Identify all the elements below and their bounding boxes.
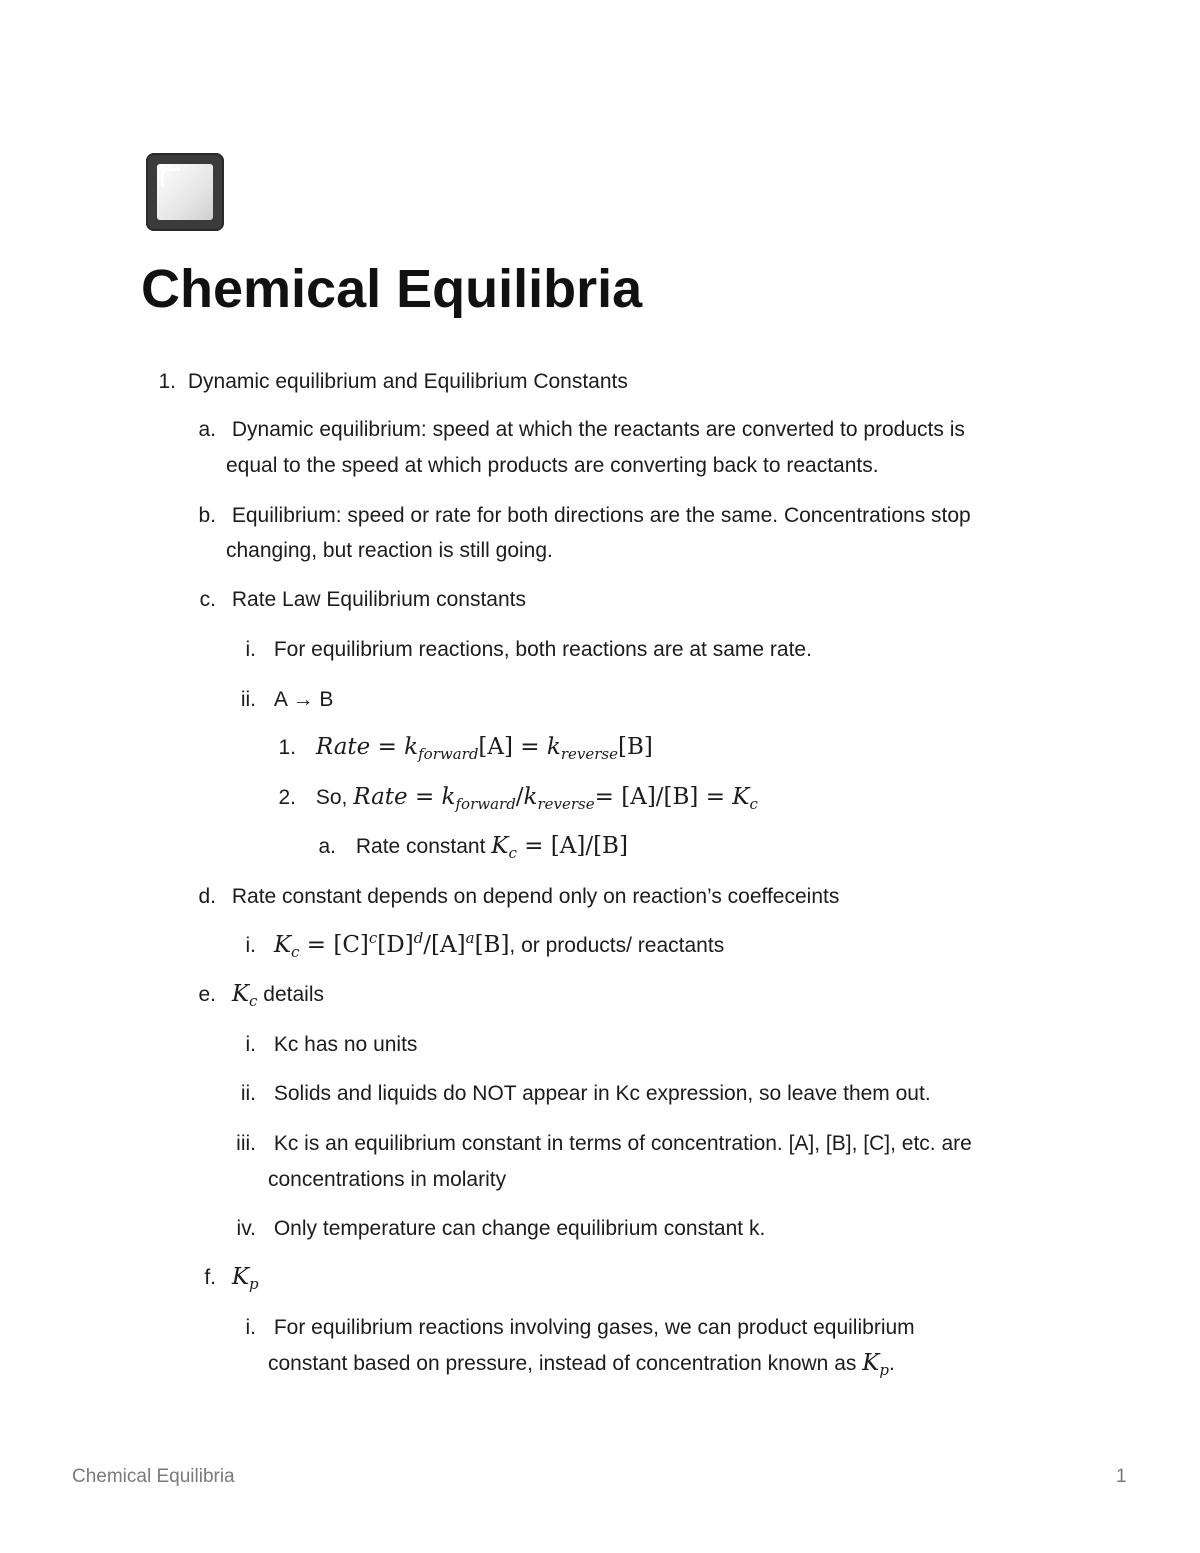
list-item-e-iv <box>226 1211 765 1246</box>
list-item-text: Kc is an equilibrium constant in terms of concentration. [A], [B], [C], etc. are <box>273 1132 972 1155</box>
list-item-text: Equilibrium: speed or rate for both directions are the same. Concentrations stop <box>231 504 971 527</box>
kc-equation: $K_c = [A]/[B]$ <box>491 833 628 862</box>
list-item-1 <box>150 364 628 399</box>
list-item-text: Kc has no units <box>273 1033 418 1056</box>
list-marker: e. <box>198 983 216 1006</box>
list-item-text: So, <box>315 786 348 809</box>
list-marker: 1. <box>278 736 296 759</box>
list-item-e <box>190 977 324 1012</box>
list-item-text: Rate constant depends on depend only on reaction’s coeffeceints <box>231 885 840 908</box>
list-item-f-i <box>226 1310 915 1345</box>
list-item-c-i <box>226 632 812 667</box>
list-item-c-ii-1 <box>270 730 653 765</box>
list-item-text: Dynamic equilibrium: speed at which the reactants are converted to products is <box>231 418 965 441</box>
list-marker: b. <box>198 504 216 527</box>
list-marker: d. <box>198 885 216 908</box>
footer-title: Chemical Equilibria <box>72 1466 235 1487</box>
list-item-d <box>190 879 839 914</box>
list-item-c-ii <box>226 682 333 717</box>
list-item-text: For equilibrium reactions, both reactions are at same rate. <box>273 638 812 661</box>
list-marker: i. <box>245 1316 256 1339</box>
list-marker: c. <box>199 588 216 611</box>
list-item-b <box>190 498 971 533</box>
list-marker: 2. <box>278 786 296 809</box>
list-item-c <box>190 582 526 617</box>
list-item-a-continuation: equal to the speed at which products are converting back to reactants. <box>226 454 879 477</box>
kp-symbol: $K_p$ <box>231 1264 259 1293</box>
rate-equation: Rate = $k_{forward}[A] = k_{reverse}[B]$ <box>315 734 653 763</box>
list-marker: f. <box>204 1266 216 1289</box>
equilibrium-constant-equation: Rate = $k_{forward}/k_{reverse}= [A]/[B] = K_c$ <box>353 784 758 813</box>
list-marker: ii. <box>240 1082 256 1105</box>
kc-general-equation: $K_c = [C]^c[D]^d/[A]^a[B]$ <box>273 929 510 961</box>
list-item-text: Dynamic equilibrium and Equilibrium Constants <box>187 370 628 393</box>
page-number: 1 <box>1116 1466 1127 1487</box>
list-item-b-continuation: changing, but reaction is still going. <box>226 539 553 562</box>
list-item-text: details <box>263 983 324 1006</box>
list-marker: i. <box>245 638 256 661</box>
list-item-text: , or products/ reactants <box>509 934 725 957</box>
list-marker: ii. <box>240 688 256 711</box>
list-item-c-ii-2 <box>270 780 758 815</box>
list-marker: a. <box>318 835 336 858</box>
list-item-f <box>190 1260 259 1295</box>
list-marker: iii. <box>236 1132 256 1155</box>
list-marker: i. <box>245 934 256 957</box>
kc-symbol: $K_c$ <box>231 981 258 1010</box>
list-item-d-i <box>226 928 724 963</box>
list-item-c-ii-2-a <box>310 829 628 864</box>
list-marker: i. <box>245 1033 256 1056</box>
list-item-e-iii <box>226 1126 972 1161</box>
list-item-a <box>190 412 965 447</box>
list-item-e-ii <box>226 1076 931 1111</box>
list-marker: 1. <box>158 370 176 393</box>
list-marker: a. <box>198 418 216 441</box>
list-item-text: Solids and liquids do NOT appear in Kc expression, so leave them out. <box>273 1082 931 1105</box>
list-item-e-iii-continuation: concentrations in molarity <box>268 1168 507 1191</box>
square-button-icon <box>146 153 224 231</box>
list-item-text: A → B <box>273 688 334 711</box>
list-item-e-i <box>226 1027 417 1062</box>
list-marker: iv. <box>236 1217 256 1240</box>
page-title: Chemical Equilibria <box>141 259 643 319</box>
list-item-text: Rate constant <box>355 835 486 858</box>
list-item-text: Rate Law Equilibrium constants <box>231 588 526 611</box>
list-item-f-i-continuation: constant based on pressure, instead of concentration known as $K_p$. <box>268 1350 895 1379</box>
list-item-text: For equilibrium reactions involving gases, we can product equilibrium <box>273 1316 915 1339</box>
list-item-text: Only temperature can change equilibrium constant k. <box>273 1217 766 1240</box>
